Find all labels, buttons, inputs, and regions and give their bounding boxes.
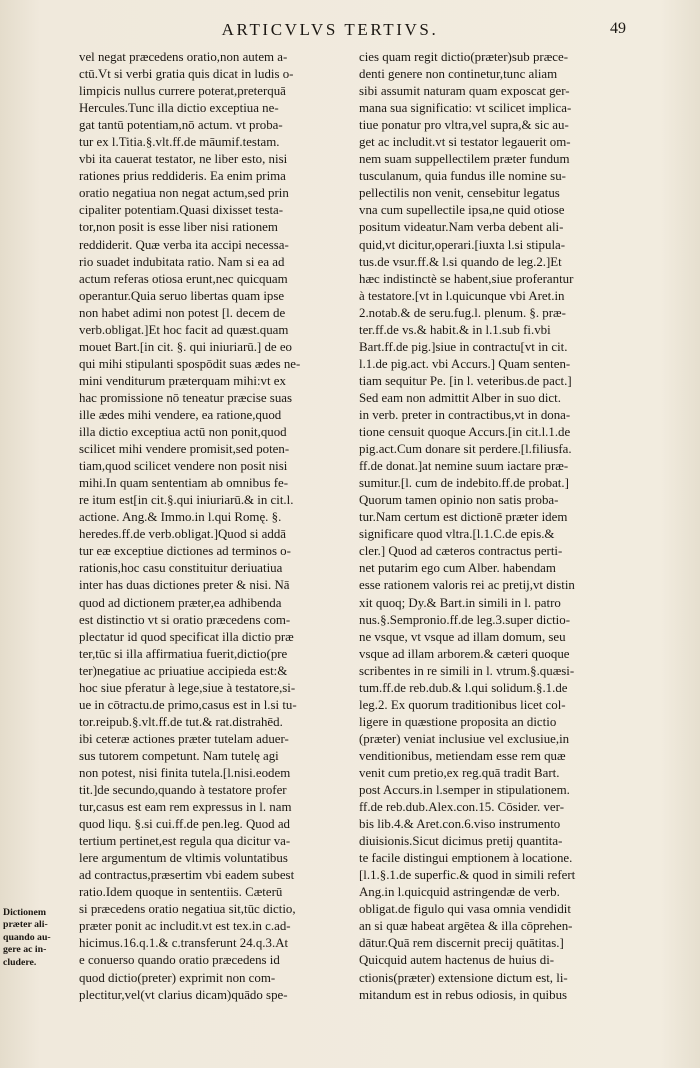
running-head: ARTICVLVS TERTIVS.: [221, 20, 439, 39]
text-line: Quorum tamen opinio non satis proba-: [359, 493, 559, 508]
text-line: ad contractus,præsertim vbi eadem subest: [79, 868, 295, 883]
text-line: nus.§.Sempronio.ff.de leg.3.super dictio-: [359, 612, 570, 627]
text-line: leg.2. Ex quorum traditionibus licet col-: [359, 697, 566, 712]
text-line: 2.notab.& de seru.fug.l. plenum. §. præ-: [359, 305, 566, 320]
text-line: vsque ad illam arborem.& cæteri quoque: [359, 646, 570, 661]
margin-note: [3, 907, 75, 969]
text-line: xit quoq; Dy.& Bart.in simili in l. patro: [359, 595, 561, 610]
text-line: est distinctio vt si oratio præcedens com-: [79, 612, 291, 627]
text-line: tiam,quod scilicet vendere non posit nisi: [79, 459, 288, 474]
text-line: inter has duas dictiones preter & nisi. Nā: [79, 578, 290, 593]
text-line: Bart.ff.de pig.]siue in contractu[vt in cit.: [359, 339, 568, 354]
text-line: hac promissione nō teneatur præcise suas: [79, 390, 292, 405]
text-line: scilicet mihi vendere promisit,sed poten-: [79, 442, 290, 457]
text-line: reddiderit. Quæ verba ita accipi necessa-: [79, 237, 289, 252]
text-line: net putarim ego cum Alber. habendam: [359, 561, 556, 576]
text-line: vna cum supellectile ipsa,ne quid otiose: [359, 203, 565, 218]
text-line: limpicis nullus currere poterat,preterquā: [79, 84, 286, 99]
text-line: hicimus.16.q.1.& c.transferunt 24.q.3.At: [79, 936, 289, 951]
text-line: sumitur.[l. cum de indebito.ff.de probat.]: [359, 476, 569, 491]
text-line: pig.act.Cum donare sit perdere.[l.filiusfa.: [359, 442, 572, 457]
text-line: hæc indistinctè se habent,siue proferantur: [359, 271, 574, 286]
text-line: tit.]de secundo,quando à testatore profer: [79, 783, 287, 798]
text-line: l.1.de pig.act. vbi Accurs.] Quam senten-: [359, 356, 571, 371]
text-line: tor.reipub.§.vlt.ff.de tut.& rat.distrahēd.: [79, 714, 283, 729]
text-line: ctionis(præter) extensione dictum est, li-: [359, 970, 568, 985]
text-line: actum referas otiosa erunt,nec quicquam: [79, 271, 288, 286]
text-line: tor,non posit is esse liber nisi rationem: [79, 220, 278, 235]
text-line: à testatore.[vt in l.quicunque vbi Aret.in: [359, 288, 565, 303]
text-line: pellectilis non venit, censebitur legatus: [359, 186, 560, 201]
text-line: diuisionis.Sicut dicimus pretij quantita-: [359, 834, 563, 849]
text-line: ter,tūc si illa affirmatiua fuerit,dictio(pre: [79, 646, 288, 661]
text-line: ligere in quæstione proposita an dictio: [359, 714, 557, 729]
text-line: ter.ff.de vs.& habit.& in l.1.sub fi.vbi: [359, 322, 551, 337]
page-number: 49: [610, 20, 626, 37]
text-line: scribentes in re simili in l. vtrum.§.quæsi-: [359, 663, 575, 678]
text-line: illa dictio exceptiua actū non ponit,quod: [79, 425, 287, 440]
text-line: denti genere non continetur,tunc aliam: [359, 67, 558, 82]
text-line: Dictionem: [3, 907, 46, 918]
text-line: vbi ita cauerat testator, ne liber esto, nisi: [79, 152, 288, 167]
text-line: cipaliter potentiam.Quasi dixisset testa-: [79, 203, 284, 218]
text-line: ratio.Idem quoque in sententiis. Cæterū: [79, 885, 283, 900]
text-line: vel negat præcedens oratio,non autem a-: [79, 50, 288, 64]
text-line: mouet Bart.[in cit. §. qui iniuriarū.] de eo: [79, 339, 292, 354]
text-line: ue in cōtractu.de primo,casus est in l.si tu-: [79, 697, 297, 712]
text-line: quod ad dictionem præter,ea adhibenda: [79, 595, 282, 610]
text-line: rio suadet indubitata ratio. Nam si ea ad: [79, 254, 285, 269]
text-line: te facile distingui emptionem à locatione.: [359, 851, 573, 866]
text-line: cler.] Quod ad cæteros contractus perti-: [359, 544, 563, 559]
text-line: positum videatur.Nam verba debent ali-: [359, 220, 564, 235]
text-line: post Accurs.in l.semper in stipulationem.: [359, 783, 570, 798]
text-line: rationes prius reddideris. Ea enim prima: [79, 169, 286, 184]
text-line: [l.1.§.1.de superfic.& quod in simili refert: [359, 868, 576, 883]
text-line: (præter) veniat inclusiue vel exclusiue,in: [359, 731, 570, 746]
text-line: gere ac in-: [3, 944, 47, 956]
text-line: nem suam suppellectilem præter fundum: [359, 152, 570, 167]
text-line: Hercules.Tunc illa dictio exceptiua ne-: [79, 101, 279, 116]
text-line: re itum est[in cit.§.qui iniuriarū.& in cit.l.: [79, 493, 294, 508]
text-line: plectatur id quod specificat illa dictio præ: [79, 629, 294, 644]
text-line: in verb. preter in contractibus,vt in dona-: [359, 407, 571, 422]
text-line: obligat.de figulo qui vasa omnia vendidit: [359, 902, 571, 917]
text-line: mitandum est in rebus odiosis, in quibus: [359, 987, 568, 1002]
text-line: tiue ponatur pro vltra,vel supra,& sic au-: [359, 118, 569, 133]
text-line: tur ex l.Titia.§.vlt.ff.de māumif.testam.: [79, 135, 280, 150]
text-line: qui mihi stipulanti spospōdit suas ædes ne-: [79, 356, 301, 371]
text-line: e conuerso quando oratio præcedens id: [79, 953, 280, 968]
text-line: gat tantū potentiam,nō actum. vt proba-: [79, 118, 283, 133]
text-line: verb.obligat.]Et hoc facit ad quæst.quam: [79, 322, 289, 337]
text-line: non potest, nisi finita tutela.[l.nisi.eodem: [79, 765, 291, 780]
text-line: quid,vt dicitur,operari.[iuxta l.si stipula-: [359, 237, 566, 252]
text-line: an si quæ habeat argētea & illa cōprehen-: [359, 919, 573, 934]
text-line: Sed eam non admittit Alber in suo dict.: [359, 390, 561, 405]
text-line: ff.de reb.dub.Alex.con.15. Cōsider. ver-: [359, 800, 564, 815]
text-line: ff.de donat.]at nemine suum iactare præ-: [359, 459, 569, 474]
text-line: mini venditurum præterquam mihi:vt ex: [79, 373, 286, 388]
text-line: cludere.: [3, 956, 37, 968]
text-line: tusculanum, quia fundus ille nomine su-: [359, 169, 566, 184]
text-line: tur.Nam certum est dictionē præter idem: [359, 510, 568, 525]
text-line: significare quod vltra.[l.1.C.de epis.&: [359, 527, 555, 542]
right-text-column: [359, 49, 623, 1004]
text-line: ter)negatiue ac priuatiue accipieda est:&: [79, 663, 288, 678]
text-line: esse rationem valoris rei ac pretij,vt distin: [359, 578, 575, 593]
text-line: quod dictio(preter) exprimit non com-: [79, 970, 276, 985]
text-line: sibi assumit naturam quam exposcat ger-: [359, 84, 570, 99]
text-line: ne vsque, vt vsque ad illam domum, seu: [359, 629, 566, 644]
text-line: heredes.ff.de verb.obligat.]Quod si addā: [79, 527, 287, 542]
text-line: venit cum pretio,ex reg.quā tradit Bart.: [359, 765, 560, 780]
text-line: tione censuit quoque Accurs.[in cit.l.1.de: [359, 425, 571, 440]
text-line: tum.ff.de reb.dub.& l.qui solidum.§.1.de: [359, 680, 568, 695]
text-line: tur eæ exceptiue dictiones ad terminos o-: [79, 544, 291, 559]
text-line: si præcedens oratio negatiua sit,tūc dictio,: [79, 902, 296, 917]
text-line: quando au-: [3, 931, 51, 943]
text-line: Quicquid autem hactenus de huius di-: [359, 953, 555, 968]
text-line: mihi.In quam sententiam ab omnibus fe-: [79, 476, 289, 491]
text-line: tiam sequitur Pe. [in l. veteribus.de pact.]: [359, 373, 572, 388]
text-line: hoc siue pferatur à lege,siue à testatore,si-: [79, 680, 296, 695]
text-line: plectitur,vel(vt clarius dicam)quādo spe-: [79, 987, 288, 1002]
text-line: tur,casus est eam rem expressus in l. nam: [79, 800, 292, 815]
text-line: Ang.in l.quicquid astringendæ de verb.: [359, 885, 560, 900]
text-line: mana sua significatio: vt scilicet implica-: [359, 101, 572, 116]
left-text-column: [79, 49, 341, 1004]
text-line: tertium pertinet,est regula qua dicitur va-: [79, 834, 291, 849]
text-line: præter ponit ac includit.vt est tex.in c.ad-: [79, 919, 291, 934]
text-line: operantur.Quia seruo libertas quam ipse: [79, 288, 285, 303]
text-line: bis lib.4.& Aret.con.6.viso instrumento: [359, 817, 561, 832]
text-line: ctū.Vt si verbi gratia quis dicat in ludis o-: [79, 67, 294, 82]
text-line: oratio negatiua non negat actum,sed prin: [79, 186, 289, 201]
text-line: præter ali-: [3, 919, 48, 931]
text-line: sus tutorem competunt. Nam tutelę agi: [79, 748, 279, 763]
text-line: quod liqu. §.si cui.ff.de pen.leg. Quod ad: [79, 817, 290, 832]
text-line: rationis,hoc casu constituitur deriuatiua: [79, 561, 283, 576]
text-line: dātur.Quā rem discernit precij quātitas.]: [359, 936, 564, 951]
text-line: venditionibus, metiendam esse rem quæ: [359, 748, 566, 763]
text-line: cies quam regit dictio(prӕter)sub præce-: [359, 50, 569, 64]
text-line: ille ædes mihi vendere, ea ratione,quod: [79, 407, 282, 422]
text-line: lere argumentum de vltimis voluntatibus: [79, 851, 288, 866]
text-line: non habet adimi non potest [l. decem de: [79, 305, 286, 320]
text-line: ibi ceteræ actiones præter tutelam aduer-: [79, 731, 289, 746]
text-line: tus.de vsur.ff.& l.si quando de leg.2.]Et: [359, 254, 562, 269]
text-line: actione. Ang.& Immo.in l.qui Romę. §.: [79, 510, 282, 525]
text-line: get ac includit.vt si testator legauerit om-: [359, 135, 571, 150]
